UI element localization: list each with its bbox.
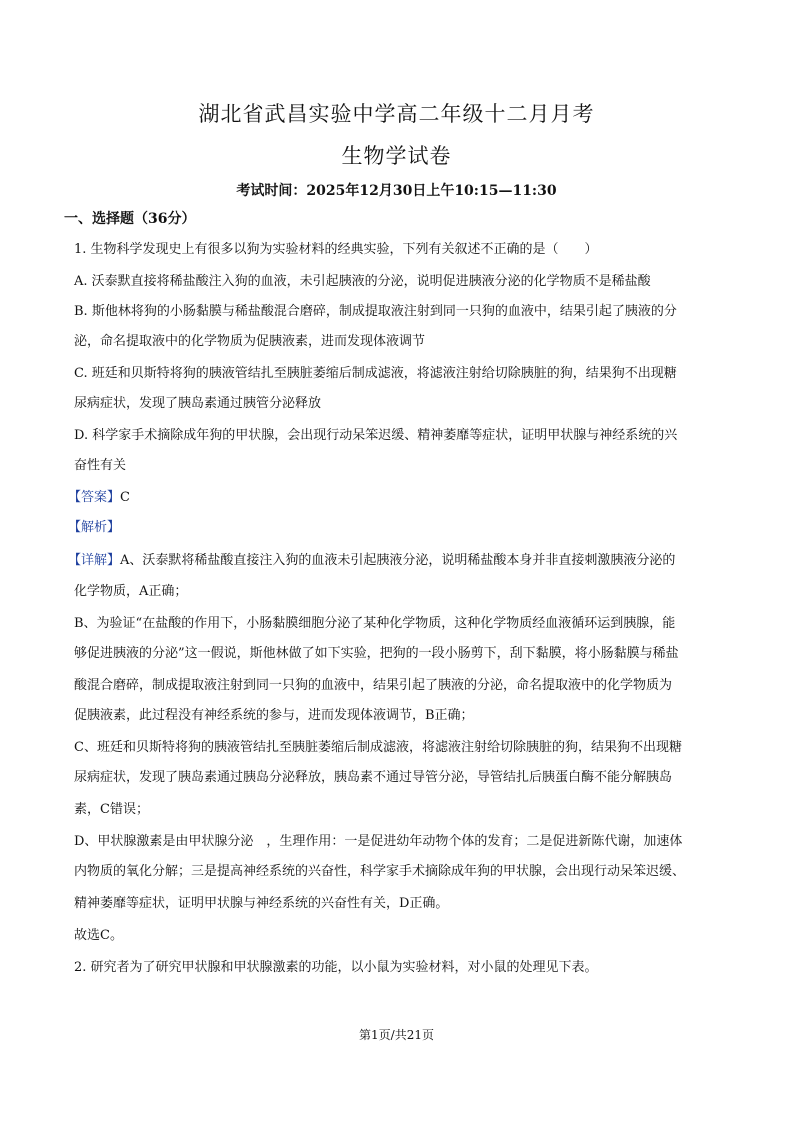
detail-a-text: A、沃泰默将稀盐酸直接注入狗的血液未引起胰液分泌，说明稀盐酸本身并非直接刺激胰液分泌的 xyxy=(120,553,676,568)
question-2-stem: 2. 研究者为了研究甲状腺和甲状腺激素的功能，以小鼠为实验材料，对小鼠的处理见下表。 xyxy=(74,960,598,975)
question-1-option-b-cont: 泌，命名提取液中的化学物质为促胰液素，进而发现体液调节 xyxy=(74,334,426,349)
page-subtitle: 生物学试卷 xyxy=(341,144,452,168)
detail-a-cont: 化学物质，A正确； xyxy=(74,584,188,599)
answer-value: C xyxy=(120,490,130,505)
question-1-option-a: A. 沃泰默直接将稀盐酸注入狗的血液，未引起胰液的分泌，说明促进胰液分泌的化学物质不是稀盐酸 xyxy=(74,274,651,289)
detail-b-cont-1: 够促进胰液的分泌”这一假说，斯他林做了如下实验，把狗的一段小肠剪下，刮下黏膜，将小肠黏膜与稀盐 xyxy=(74,646,679,661)
detail-c: C、班廷和贝斯特将狗的胰液管结扎至胰脏萎缩后制成滤液，将滤液注射给切除胰脏的狗，结果狗不出现糖 xyxy=(74,740,682,755)
answer-line xyxy=(68,488,724,508)
page-title: 湖北省武昌实验中学高二年级十二月月考 xyxy=(198,102,595,126)
detail-d-cont-2: 精神萎靡等症状，证明甲状腺与神经系统的兴奋性有关，D正确。 xyxy=(74,896,449,911)
detail-tag: 【详解】 xyxy=(68,553,121,568)
detail-a xyxy=(68,551,724,571)
detail-c-cont-2: 素，C错误； xyxy=(74,802,149,817)
analysis-line xyxy=(68,518,724,538)
detail-b-cont-3: 促胰液素，此过程没有神经系统的参与，进而发现体液调节，B正确； xyxy=(74,708,474,723)
detail-d: D、甲状腺激素是由甲状腺分泌 ，生理作用：一是促进幼年动物个体的发育；二是促进新陈代谢，加速体 xyxy=(74,834,683,849)
page-number: 第1页/共21页 xyxy=(359,1028,434,1042)
question-1-option-d-cont: 奋性有关 xyxy=(74,458,127,473)
answer-tag: 【答案】 xyxy=(68,490,121,505)
detail-b-cont-2: 酸混合磨碎，制成提取液注射到同一只狗的血液中，结果引起了胰液的分泌，命名提取液中的化学物质为 xyxy=(74,678,673,693)
detail-c-cont-1: 尿病症状，发现了胰岛素通过胰岛分泌释放，胰岛素不通过导管分泌，导管结扎后胰蛋白酶不能分解胰岛 xyxy=(74,770,673,785)
conclusion: 故选C。 xyxy=(74,928,123,943)
question-1-option-b: B. 斯他林将狗的小肠黏膜与稀盐酸混合磨碎，制成提取液注射到同一只狗的血液中，结果引起了胰液的分 xyxy=(74,304,677,319)
question-1-option-c: C. 班廷和贝斯特将狗的胰液管结扎至胰脏萎缩后制成滤液，将滤液注射给切除胰脏的狗，结果狗不出现糖 xyxy=(74,366,677,381)
section-heading: 一、选择题（36分） xyxy=(64,211,196,227)
exam-time: 考试时间：2025年12月30日上午10:15—11:30 xyxy=(236,183,557,199)
detail-b: B、为验证“在盐酸的作用下，小肠黏膜细胞分泌了某种化学物质，这种化学物质经血液循环运到胰腺，能 xyxy=(74,616,676,631)
question-1-option-d: D. 科学家手术摘除成年狗的甲状腺，会出现行动呆笨迟缓、精神萎靡等症状，证明甲状腺与神经系统的兴 xyxy=(74,428,678,443)
question-1-stem: 1. 生物科学发现史上有很多以狗为实验材料的经典实验，下列有关叙述不正确的是（ ） xyxy=(74,242,598,257)
question-1-option-c-cont: 尿病症状，发现了胰岛素通过胰管分泌释放 xyxy=(74,396,322,411)
detail-d-cont-1: 内物质的氧化分解；三是提高神经系统的兴奋性，科学家手术摘除成年狗的甲状腺，会出现行动呆笨迟缓、 xyxy=(74,864,686,879)
analysis-tag: 【解析】 xyxy=(68,520,121,535)
